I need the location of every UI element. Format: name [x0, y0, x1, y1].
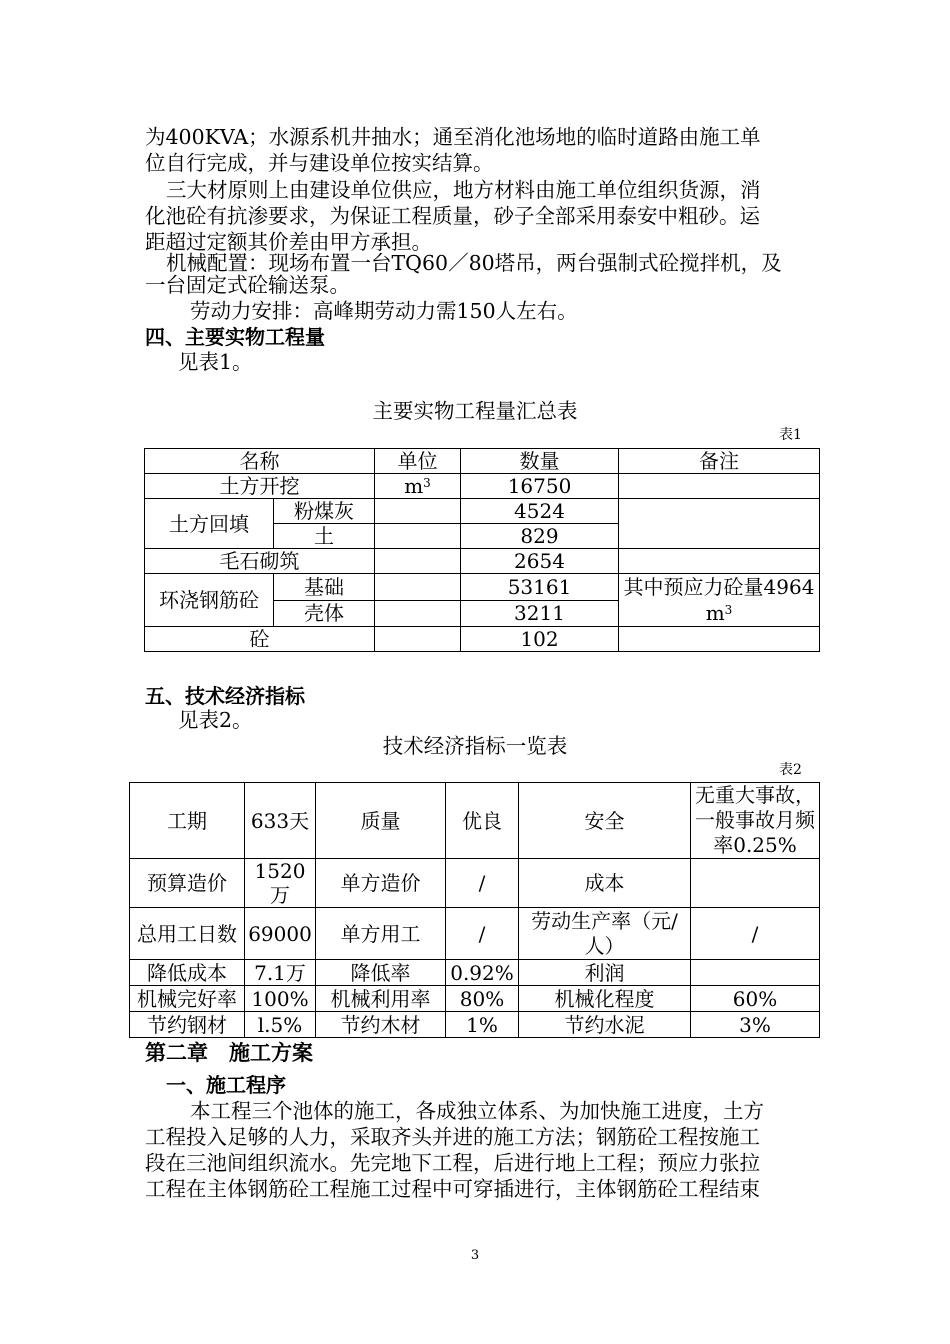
indicator-label: 降低成本: [130, 960, 245, 986]
indicator-value: /: [446, 859, 519, 908]
indicator-label: 质量: [316, 783, 446, 859]
indicator-label: 单方用工: [316, 908, 446, 960]
quantity-cell: 3211: [461, 600, 619, 627]
paragraph-line: 工程在主体钢筋砼工程施工过程中可穿插进行，主体钢筋砼工程结束: [145, 1177, 760, 1201]
indicator-value: [691, 960, 820, 986]
paragraph-line: 化池砼有抗渗要求，为保证工程质量，砂子全部采用泰安中粗砂。运: [145, 204, 760, 228]
table-row: [130, 986, 820, 1012]
quantity-cell: 2654: [461, 549, 619, 574]
indicator-value: 80%: [446, 986, 519, 1012]
chapter-title: 第二章 施工方案: [145, 1041, 313, 1065]
paragraph-line: 本工程三个池体的施工，各成独立体系、为加快施工进度，土方: [190, 1099, 764, 1123]
table-row: [145, 474, 820, 499]
header-cell: 备注: [619, 449, 820, 474]
indicator-value: [691, 859, 820, 908]
quantity-cell: 4524: [461, 499, 619, 524]
quantity-cell: 16750: [461, 474, 619, 499]
header-cell: 单位: [375, 449, 461, 474]
indicator-label: 单方造价: [316, 859, 446, 908]
indicator-value: l.5%: [245, 1012, 316, 1038]
item-name: 环浇钢筋砼: [145, 574, 274, 627]
indicator-label: 劳动生产率（元/人）: [519, 908, 691, 960]
unit-cell: [375, 524, 461, 549]
table-number: 表2: [779, 762, 802, 778]
table-row: [145, 499, 820, 524]
note-text: 其中预应力砼量4964: [623, 575, 815, 599]
indicator-label: 机械完好率: [130, 986, 245, 1012]
indicator-label: 成本: [519, 859, 691, 908]
table-reference: 见表1。: [178, 350, 253, 374]
indicator-value: 0.92%: [446, 960, 519, 986]
indicator-value: 1520万: [245, 859, 316, 908]
indicator-value: 60%: [691, 986, 820, 1012]
unit-cell: [375, 600, 461, 627]
paragraph-line: 劳动力安排：高峰期劳动力需150人左右。: [190, 299, 578, 323]
table-row: [130, 908, 820, 960]
sub-item-name: 粉煤灰: [274, 499, 375, 524]
table-number: 表1: [779, 427, 802, 443]
indicator-label: 安全: [519, 783, 691, 859]
table-caption: 技术经济指标一览表: [382, 734, 568, 758]
indicator-value: 69000: [245, 908, 316, 960]
section-heading: 五、技术经济指标: [145, 684, 305, 708]
unit-text: m: [404, 474, 424, 498]
indicator-label: 节约木材: [316, 1012, 446, 1038]
sub-item-name: 壳体: [274, 600, 375, 627]
table-row: [130, 859, 820, 908]
header-cell: 数量: [461, 449, 619, 474]
table-row: [130, 783, 820, 859]
section-heading: 一、施工程序: [166, 1073, 286, 1097]
unit-cell: [375, 549, 461, 574]
paragraph-line: 一台固定式砼输送泵。: [145, 273, 350, 297]
indicator-value: 无重大事故，一般事故月频率0.25%: [691, 783, 820, 859]
indicator-label: 节约水泥: [519, 1012, 691, 1038]
indicator-label: 降低率: [316, 960, 446, 986]
note-cell: [619, 474, 820, 499]
item-name: 砼: [145, 627, 375, 652]
paragraph-line: 工程投入足够的人力，采取齐头并进的施工方法；钢筋砼工程按施工: [145, 1125, 760, 1149]
quantities-table: [144, 448, 820, 652]
quantity-cell: 829: [461, 524, 619, 549]
unit-cell: [375, 627, 461, 652]
section-heading: 四、主要实物工程量: [145, 325, 325, 349]
quantity-cell: 53161: [461, 574, 619, 601]
indicator-value: /: [446, 908, 519, 960]
note-unit: m: [705, 601, 725, 625]
indicator-value: /: [691, 908, 820, 960]
item-name: 土方回填: [145, 499, 274, 549]
indicator-value: 3%: [691, 1012, 820, 1038]
unit-cell: [375, 574, 461, 601]
paragraph-line: 段在三池间组织流水。先完地下工程，后进行地上工程；预应力张拉: [145, 1151, 760, 1175]
indicator-label: 利润: [519, 960, 691, 986]
indicator-value: 100%: [245, 986, 316, 1012]
paragraph-line: 为400KVA；水源系机井抽水；通至消化池场地的临时道路由施工单: [145, 125, 761, 149]
table-reference: 见表2。: [178, 708, 253, 732]
note-cell: [619, 499, 820, 549]
indicators-table: [129, 782, 820, 1038]
unit-cell: [375, 499, 461, 524]
paragraph-line: 机械配置：现场布置一台TQ60／80塔吊，两台强制式砼搅拌机，及: [166, 251, 782, 275]
indicator-label: 预算造价: [130, 859, 245, 908]
table-row: [145, 574, 820, 601]
indicator-label: 机械利用率: [316, 986, 446, 1012]
indicator-value: 7.1万: [245, 960, 316, 986]
indicator-value: 633天: [245, 783, 316, 859]
quantity-cell: 102: [461, 627, 619, 652]
sub-item-name: 土: [274, 524, 375, 549]
indicator-value: 1%: [446, 1012, 519, 1038]
note-cell: [619, 574, 820, 627]
paragraph-line: 位自行完成，并与建设单位按实结算。: [145, 151, 494, 175]
table-header-row: [145, 449, 820, 474]
indicator-label: 机械化程度: [519, 986, 691, 1012]
item-name: 毛石砌筑: [145, 549, 375, 574]
note-cell: [619, 627, 820, 652]
header-cell: 名称: [145, 449, 375, 474]
indicator-label: 工期: [130, 783, 245, 859]
indicator-label: 总用工日数: [130, 908, 245, 960]
unit-superscript: 3: [423, 476, 431, 490]
note-unit-superscript: 3: [724, 603, 733, 617]
indicator-value: 优良: [446, 783, 519, 859]
table-caption: 主要实物工程量汇总表: [372, 399, 578, 423]
table-row: [145, 549, 820, 574]
item-name: 土方开挖: [145, 474, 375, 499]
table-row: [145, 627, 820, 652]
unit-cell: [375, 474, 461, 499]
table-row: [130, 960, 820, 986]
note-cell: [619, 549, 820, 574]
table-row: [130, 1012, 820, 1038]
sub-item-name: 基础: [274, 574, 375, 601]
page-number: 3: [470, 1248, 480, 1263]
paragraph-line: 距超过定额其价差由甲方承担。: [145, 230, 432, 254]
indicator-label: 节约钢材: [130, 1012, 245, 1038]
paragraph-line: 三大材原则上由建设单位供应，地方材料由施工单位组织货源，消: [166, 178, 761, 202]
